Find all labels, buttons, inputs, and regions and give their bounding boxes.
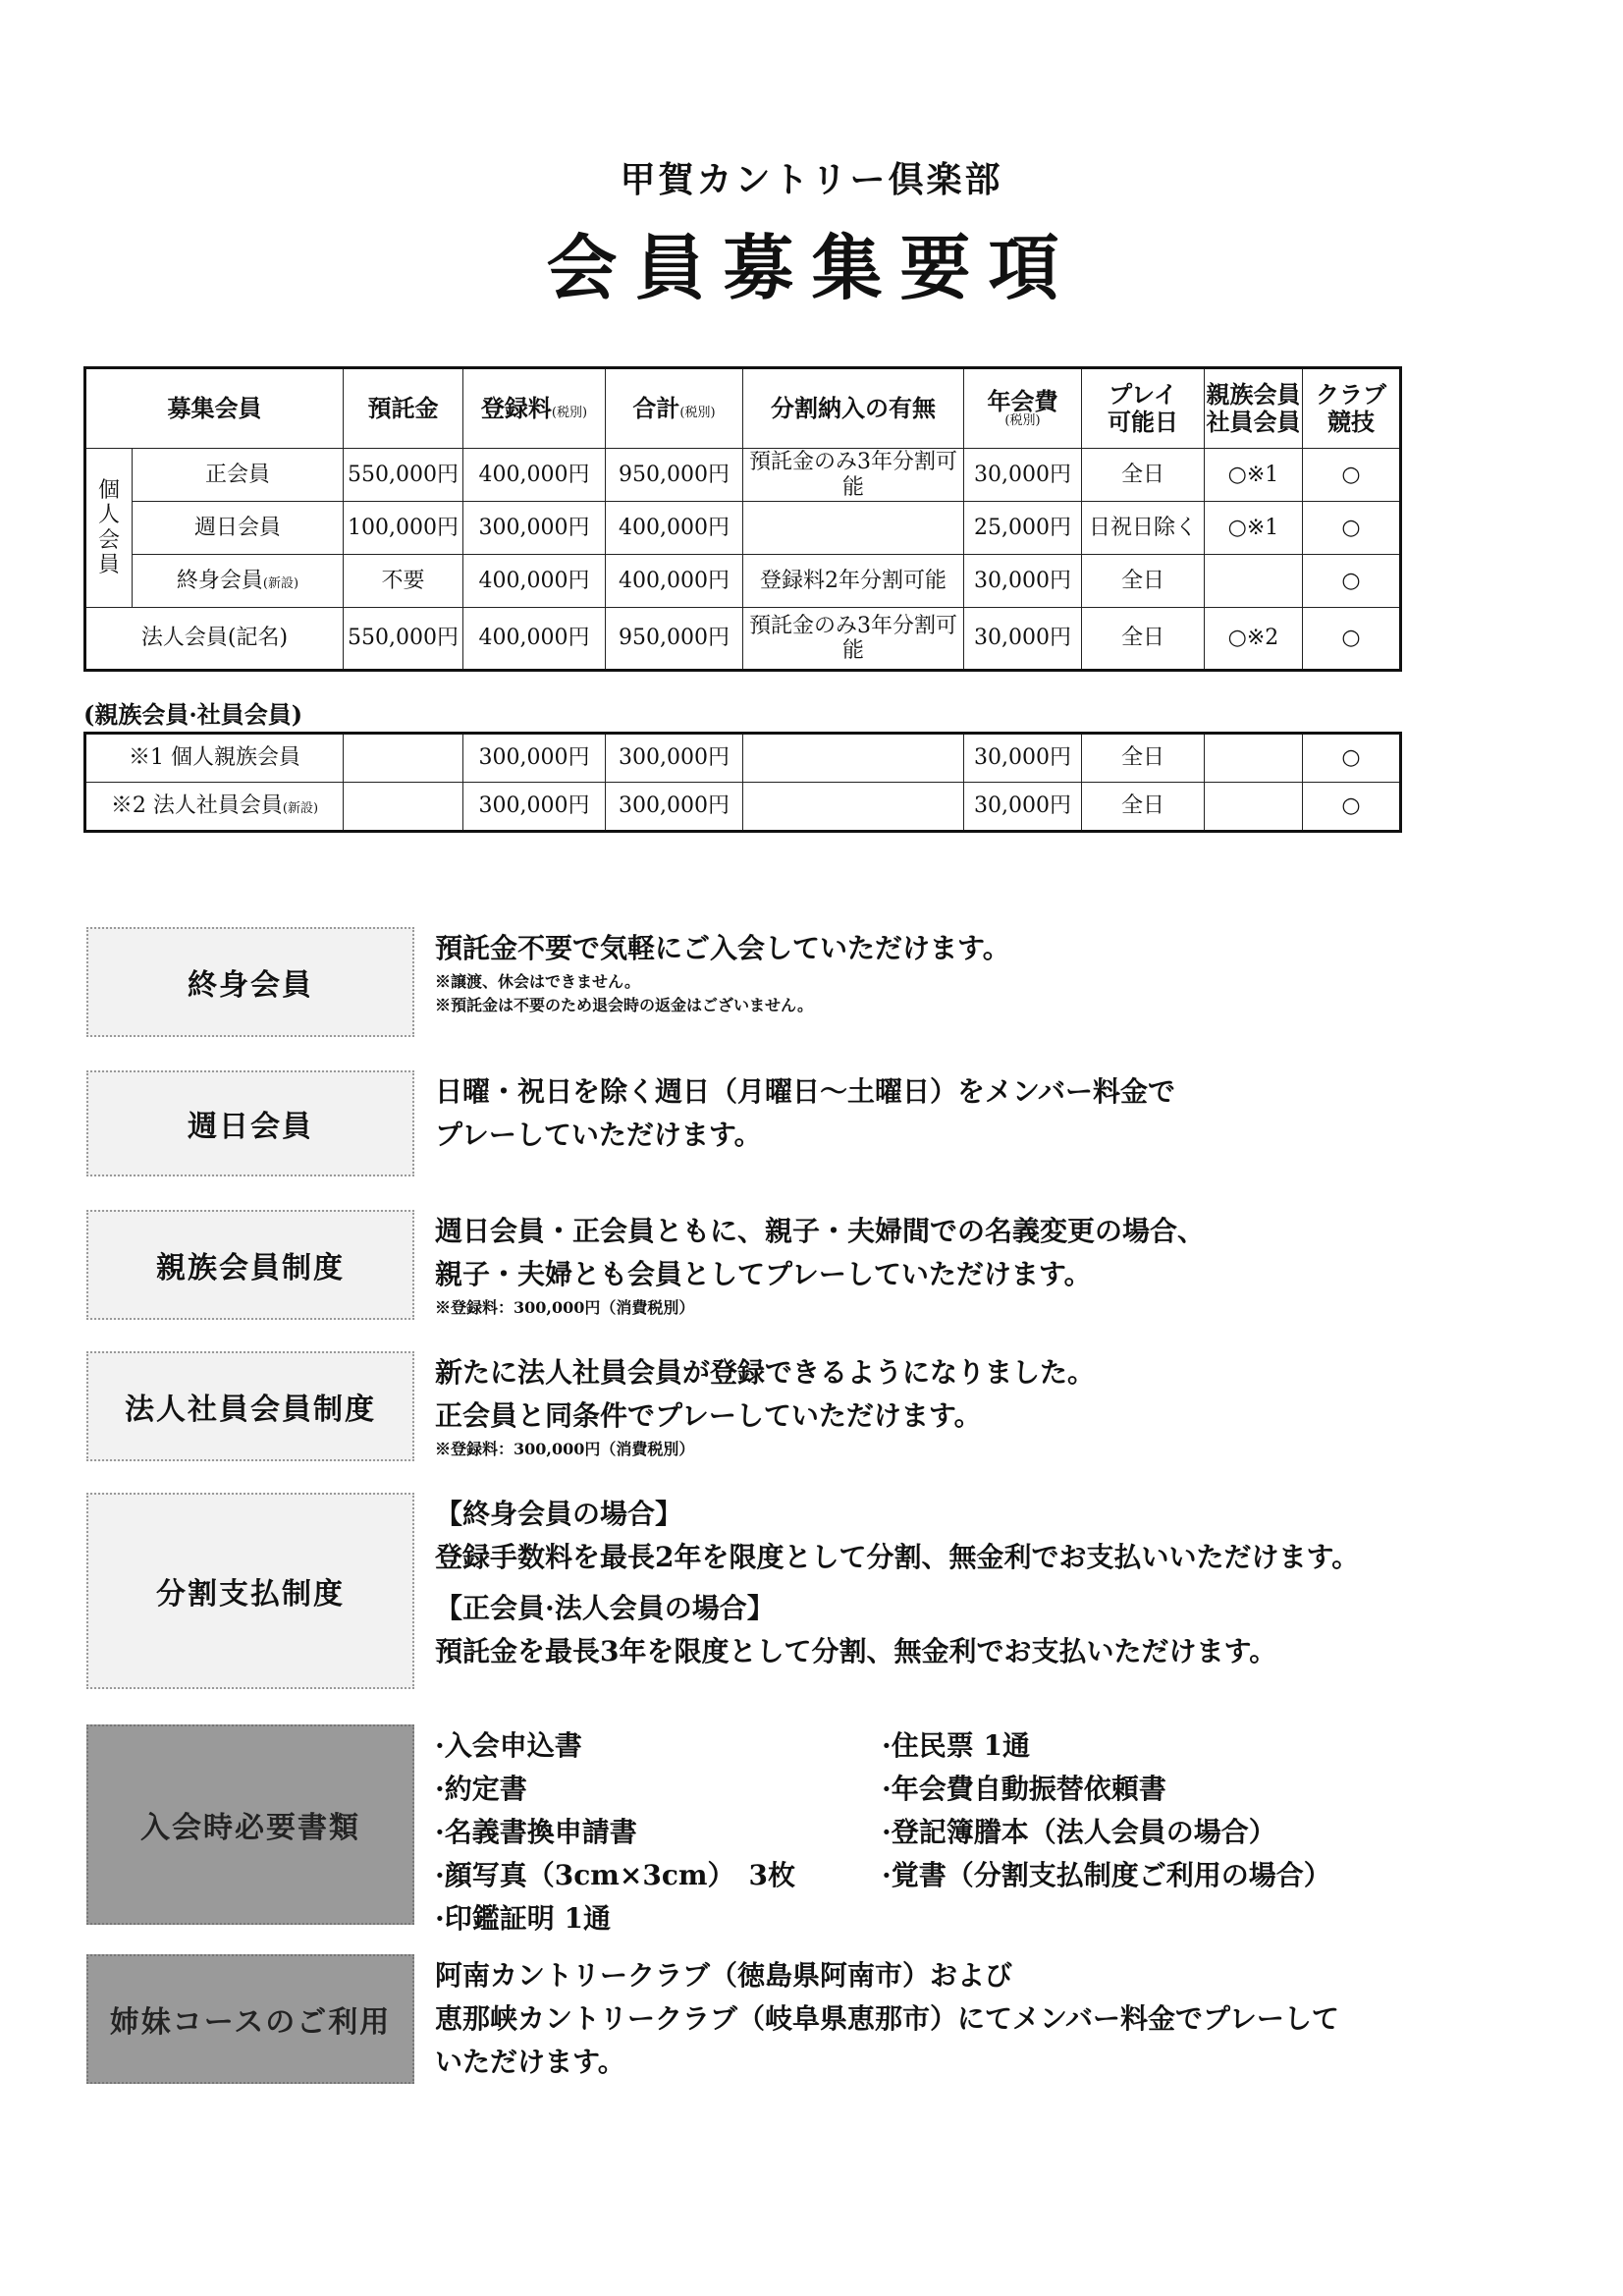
cell-family: ○※1 (1205, 502, 1303, 555)
table-row (85, 783, 1401, 832)
list-item: ·住民票 1通 (882, 1729, 1030, 1762)
cell-installment (743, 502, 964, 555)
section-content-sister-courses (435, 1954, 1456, 2084)
organization-name: 甲賀カントリー倶楽部 (620, 159, 1003, 200)
section-text: 親子・夫婦とも会員としてプレーしていただけます。 (435, 1258, 1092, 1290)
cell-deposit (344, 734, 463, 783)
section-label-weekday: 週日会員 (86, 1070, 414, 1176)
cell-name (85, 783, 344, 832)
cell-total: 400,000円 (606, 555, 743, 608)
cell-annual: 30,000円 (964, 555, 1082, 608)
cell-deposit (344, 783, 463, 832)
cell-name: ※1 個人親族会員 (85, 734, 344, 783)
cell-name (133, 555, 344, 608)
cell-registration: 400,000円 (463, 608, 606, 671)
section-text: 正会員と同条件でプレーしていただけます。 (435, 1399, 982, 1432)
header-annual-fee (964, 368, 1082, 449)
section-content-documents (435, 1724, 1456, 1941)
section-note: ※預託金は不要のため退会時の返金はございません。 (435, 996, 813, 1014)
cell-annual: 30,000円 (964, 608, 1082, 671)
group-label-char: 員 (97, 552, 120, 577)
cell-total: 950,000円 (606, 449, 743, 502)
section-label-installment-system: 分割支払制度 (86, 1493, 414, 1689)
section-label-family-system: 親族会員制度 (86, 1210, 414, 1320)
group-label-char: 個 (97, 477, 120, 503)
tax-tag: (税別) (1004, 413, 1041, 429)
tax-tag: (税別) (551, 406, 588, 421)
cell-club: ○ (1303, 449, 1401, 502)
header-annual-fee-label: 年会費 (987, 386, 1058, 415)
cell-name: 法人会員(記名) (85, 608, 344, 671)
group-label-char: 人 (97, 503, 120, 528)
section-content-installment-system (435, 1493, 1456, 1673)
cell-installment (743, 783, 964, 832)
section-note: ※譲渡、休会はできません。 (435, 972, 640, 991)
cell-family (1205, 783, 1303, 832)
section-text: 預託金を最長3年を限度として分割、無金利でお支払いただけます。 (435, 1635, 1277, 1667)
cell-registration: 300,000円 (463, 502, 606, 555)
cell-club: ○ (1303, 502, 1401, 555)
cell-family (1205, 734, 1303, 783)
cell-deposit: 550,000円 (344, 608, 463, 671)
list-item: ·入会申込書 (435, 1729, 582, 1762)
cell-annual: 30,000円 (964, 783, 1082, 832)
section-label-lifetime: 終身会員 (86, 927, 414, 1037)
header-club-competition (1303, 368, 1401, 449)
cell-annual: 30,000円 (964, 449, 1082, 502)
header-family-line2: 社員会員 (1206, 408, 1301, 436)
header-club-line1: クラブ (1316, 380, 1386, 410)
cell-annual: 30,000円 (964, 734, 1082, 783)
tax-tag: (税別) (679, 406, 716, 421)
header-play-days-line2: 可能日 (1108, 408, 1178, 436)
cell-play: 全日 (1082, 555, 1205, 608)
cell-registration: 300,000円 (463, 783, 606, 832)
cell-total: 300,000円 (606, 734, 743, 783)
header-total (606, 368, 743, 449)
documents-list-b (882, 1724, 1392, 1941)
section-text: 登録手数料を最長2年を限度として分割、無金利でお支払いいただけます。 (435, 1541, 1360, 1573)
cell-registration: 300,000円 (463, 734, 606, 783)
header-member-type: 募集会員 (85, 368, 344, 449)
cell-family (1205, 555, 1303, 608)
cell-installment: 預託金のみ3年分割可能 (743, 449, 964, 502)
page-title: 会員募集要項 (546, 226, 1077, 309)
cell-play: 全日 (1082, 449, 1205, 502)
cell-club: ○ (1303, 783, 1401, 832)
header-club-line2: 競技 (1327, 408, 1375, 436)
section-text: 週日会員・正会員ともに、親子・夫婦間での名義変更の場合、 (435, 1215, 1206, 1247)
new-tag: (新設) (282, 801, 319, 817)
cell-name: 正会員 (133, 449, 344, 502)
cell-annual: 25,000円 (964, 502, 1082, 555)
section-heading: 【正会員·法人会員の場合】 (435, 1592, 775, 1624)
section-note: ※登録料：300,000円（消費税別） (435, 1440, 695, 1458)
section-note: ※登録料：300,000円（消費税別） (435, 1298, 695, 1317)
cell-deposit: 100,000円 (344, 502, 463, 555)
header-deposit: 預託金 (344, 368, 463, 449)
section-content-weekday (435, 1070, 1456, 1157)
table-header-row (85, 368, 1401, 449)
header-installment: 分割納入の有無 (743, 368, 964, 449)
list-item: ·登記簿謄本（法人会員の場合） (882, 1816, 1276, 1848)
cell-play: 全日 (1082, 734, 1205, 783)
new-tag: (新設) (262, 575, 299, 591)
table-row (85, 608, 1401, 671)
cell-registration: 400,000円 (463, 555, 606, 608)
section-content-lifetime (435, 927, 1456, 1017)
section-label-documents: 入会時必要書類 (86, 1724, 414, 1925)
documents-list-a (435, 1724, 882, 1941)
section-text: 新たに法人社員会員が登録できるようになりました。 (435, 1356, 1096, 1389)
section-text: 恵那峡カントリークラブ（岐阜県恵那市）にてメンバー料金でプレーして (435, 2002, 1339, 2035)
group-label-char: 会 (97, 527, 120, 553)
section-text: プレーしていただけます。 (435, 1119, 762, 1151)
family-table-heading: (親族会員·社員会員) (83, 700, 303, 729)
family-table (83, 732, 1402, 833)
cell-name: 週日会員 (133, 502, 344, 555)
group-label-individual (85, 449, 133, 608)
spacer (435, 1579, 1456, 1587)
header-registration-fee (463, 368, 606, 449)
cell-play: 日祝日除く (1082, 502, 1205, 555)
section-text: 日曜・祝日を除く週日（月曜日～土曜日）をメンバー料金で (435, 1075, 1176, 1108)
cell-total: 400,000円 (606, 502, 743, 555)
section-content-corporate-system (435, 1351, 1456, 1461)
list-item: ·名義書換申請書 (435, 1816, 637, 1848)
cell-deposit: 不要 (344, 555, 463, 608)
header-family-member (1205, 368, 1303, 449)
cell-family: ○※1 (1205, 449, 1303, 502)
cell-name-label: 終身会員 (176, 568, 263, 593)
header-total-label: 合計 (632, 394, 680, 423)
header-play-days-line1: プレイ (1109, 380, 1177, 410)
list-item: ·年会費自動振替依頼書 (882, 1773, 1166, 1805)
table-row (85, 734, 1401, 783)
section-text: 預託金不要で気軽にご入会していただけます。 (435, 932, 1010, 964)
cell-total: 950,000円 (606, 608, 743, 671)
cell-installment: 登録料2年分割可能 (743, 555, 964, 608)
section-text: いただけます。 (435, 2046, 625, 2078)
cell-club: ○ (1303, 608, 1401, 671)
fee-table (83, 366, 1402, 672)
cell-play: 全日 (1082, 608, 1205, 671)
cell-family: ○※2 (1205, 608, 1303, 671)
table-row (85, 502, 1401, 555)
cell-club: ○ (1303, 555, 1401, 608)
table-row (85, 555, 1401, 608)
cell-installment (743, 734, 964, 783)
list-item: ·覚書（分割支払制度ご利用の場合） (882, 1859, 1331, 1891)
section-content-family-system (435, 1210, 1456, 1320)
section-heading: 【終身会員の場合】 (435, 1498, 683, 1530)
cell-name-label: ※2 法人社員会員 (110, 793, 283, 819)
cell-total: 300,000円 (606, 783, 743, 832)
list-item: ·顔写真（3cm×3cm） 3枚 (435, 1859, 796, 1891)
header-registration-fee-label: 登録料 (480, 394, 552, 423)
table-row (85, 449, 1401, 502)
cell-deposit: 550,000円 (344, 449, 463, 502)
cell-club: ○ (1303, 734, 1401, 783)
section-label-sister-courses: 姉妹コースのご利用 (86, 1954, 414, 2084)
cell-registration: 400,000円 (463, 449, 606, 502)
header-family-line1: 親族会員 (1206, 380, 1301, 410)
header-play-days (1082, 368, 1205, 449)
section-text: 阿南カントリークラブ（徳島県阿南市）および (435, 1959, 1013, 1992)
cell-installment: 預託金のみ3年分割可能 (743, 608, 964, 671)
list-item: ·約定書 (435, 1773, 527, 1805)
section-label-corporate-system: 法人社員会員制度 (86, 1351, 414, 1461)
cell-play: 全日 (1082, 783, 1205, 832)
list-item: ·印鑑証明 1通 (435, 1902, 611, 1935)
